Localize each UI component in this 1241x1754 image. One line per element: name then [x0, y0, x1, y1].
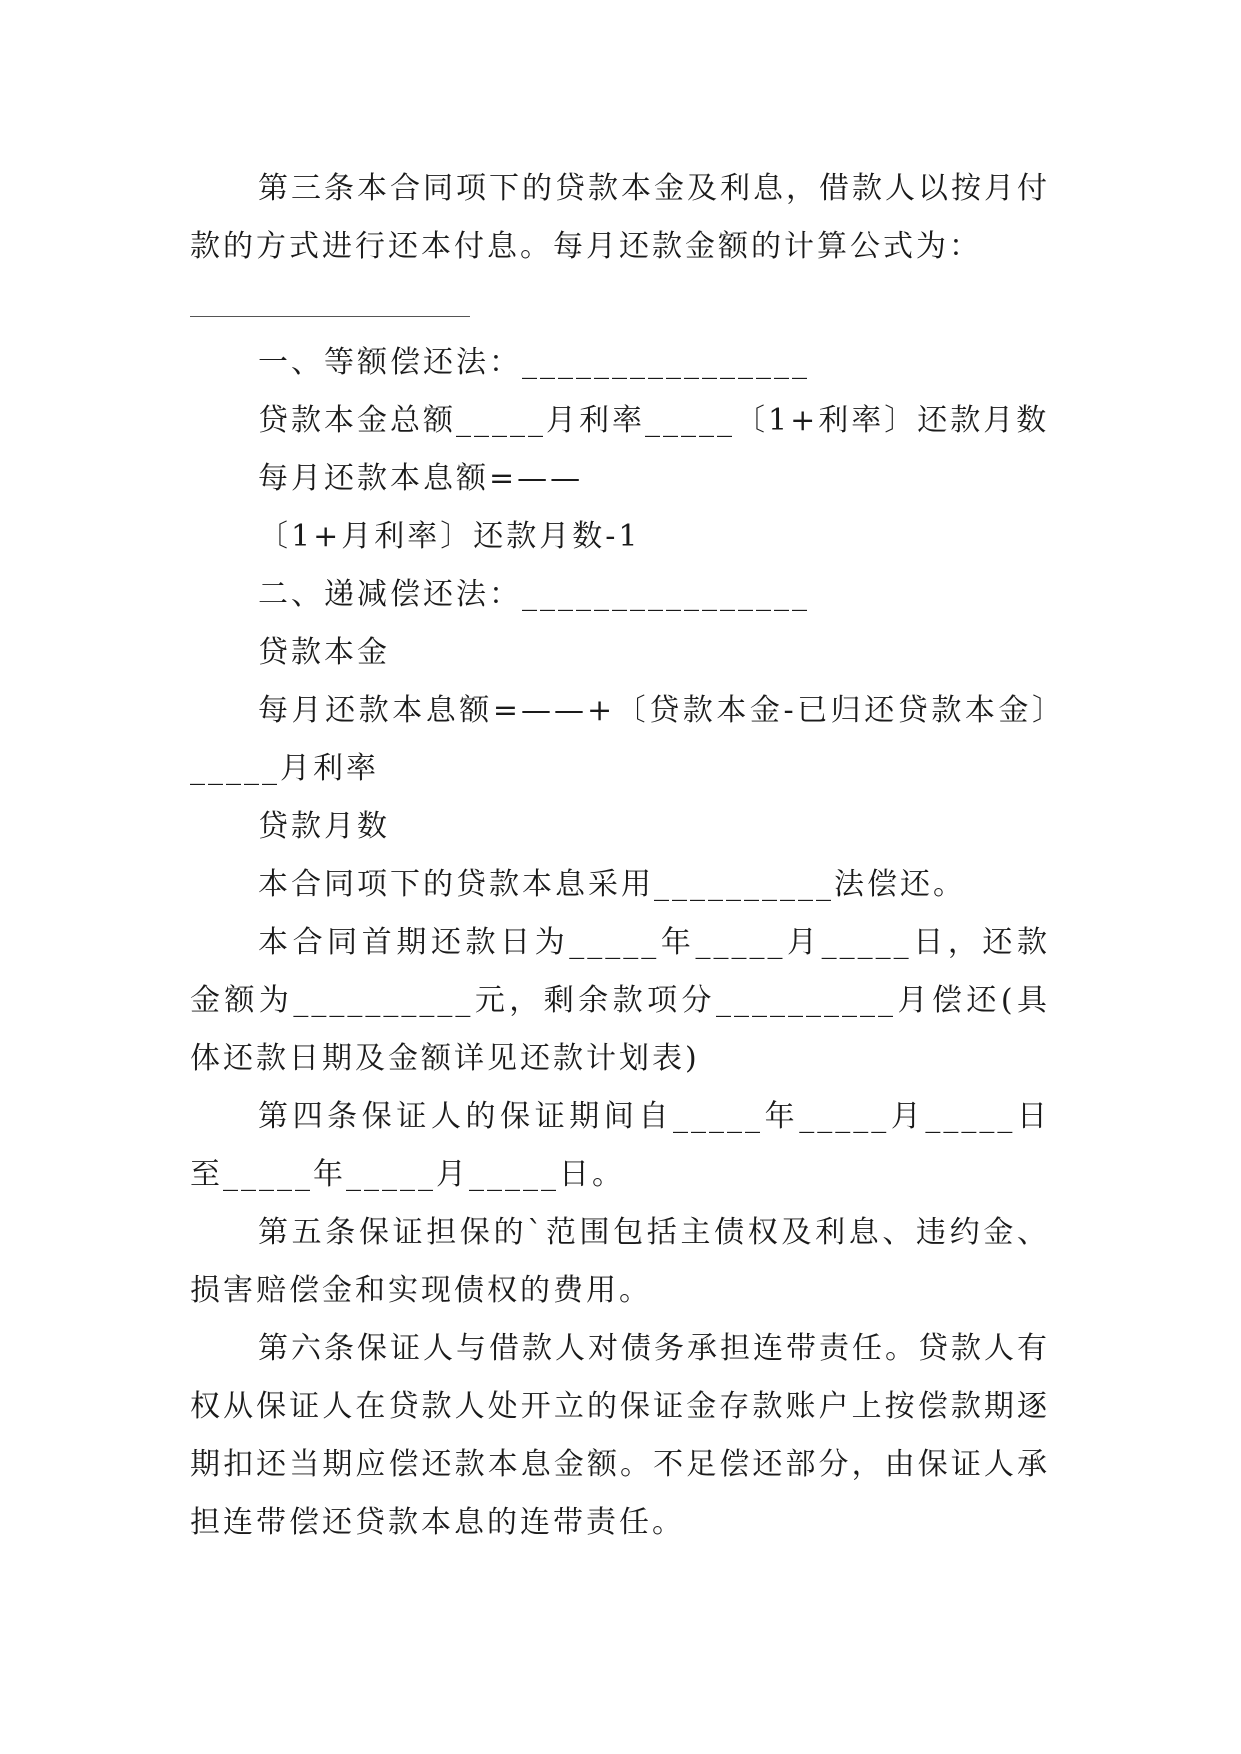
article-6-paragraph: 第六条保证人与借款人对债务承担连带责任。贷款人有权从保证人在贷款人处开立的保证金存款账户上按偿款期逐期扣还当期应偿还款本息金额。不足偿还部分，由保证人承担连带偿还贷款本息的连带责任。 [190, 1331, 1050, 1540]
formula-blank-rule [190, 316, 470, 317]
article-5-paragraph: 第五条保证担保的`范围包括主债权及利息、违约金、损害赔偿金和实现债权的费用。 [190, 1215, 1050, 1308]
method-equal-denominator: 〔1+月利率〕还款月数-1 [258, 519, 641, 554]
method-equal-numerator: 贷款本金总额_____月利率_____〔1+利率〕还款月数 [258, 403, 1050, 438]
method-decreasing-formula: 每月还款本息额=——+〔贷款本金-已归还贷款本金〕_____月利率 [190, 693, 1050, 786]
first-repayment-paragraph: 本合同首期还款日为_____年_____月_____日，还款金额为__________元，剩余款项分__________月偿还(具体还款日期及金额详见还款计划表) [190, 925, 1050, 1076]
method-equal-formula: 每月还款本息额=—— [258, 461, 584, 496]
article-4-paragraph: 第四条保证人的保证期间自_____年_____月_____日至_____年_____月_____日。 [190, 1099, 1050, 1192]
method-decreasing-numerator: 贷款本金 [258, 635, 390, 670]
method-decreasing-heading: 二、递减偿还法：________________ [258, 577, 810, 612]
method-decreasing-denominator: 贷款月数 [258, 809, 390, 844]
formula-blank [190, 276, 478, 334]
article-3-paragraph: 第三条本合同项下的贷款本金及利息，借款人以按月付款的方式进行还本付息。每月还款金额的计算公式为： [190, 171, 1050, 264]
method-equal-heading: 一、等额偿还法：________________ [258, 345, 810, 380]
formula-blank-line [190, 276, 1050, 334]
document-page [190, 160, 1050, 1552]
repayment-method-paragraph: 本合同项下的贷款本息采用__________法偿还。 [258, 867, 966, 902]
